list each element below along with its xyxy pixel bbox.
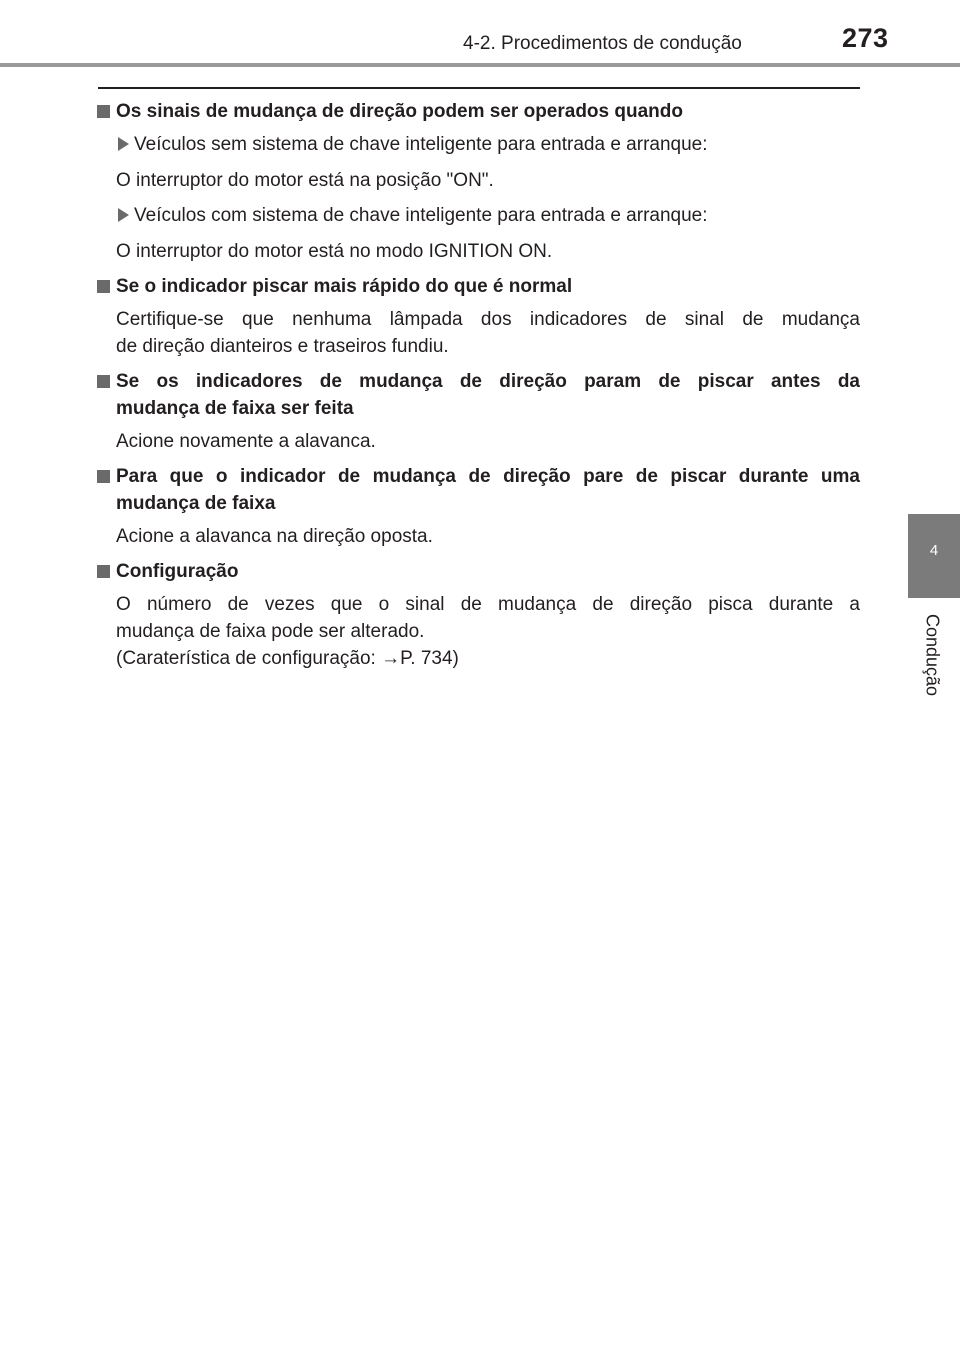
section-heading: [96, 273, 860, 300]
body-text: O interruptor do motor está na posição "ON".: [116, 170, 494, 191]
section-heading: [96, 98, 860, 125]
square-bullet-icon: [97, 565, 110, 578]
triangle-right-icon: [118, 208, 129, 222]
section-heading-text: mudança de faixa: [116, 493, 276, 514]
body-text: O interruptor do motor está no modo IGNITION ON.: [116, 241, 553, 262]
body-text-line: Certifique-se que nenhuma lâmpada dos indicadores de sinal de mudança: [116, 309, 860, 330]
chapter-tab: [908, 514, 960, 598]
section-heading: [96, 368, 860, 422]
header-divider: [0, 63, 960, 67]
body-text: [96, 591, 860, 672]
bullet-item: [96, 131, 860, 158]
body-text: Acione a alavanca na direção oposta.: [116, 526, 433, 547]
chapter-tab-label: Condução: [922, 613, 943, 697]
square-bullet-icon: [97, 470, 110, 483]
body-text-line: de direção dianteiros e traseiros fundiu.: [116, 336, 449, 357]
section-heading-text: Para que o indicador de mudança de direção pare de piscar durante uma: [116, 466, 860, 487]
square-bullet-icon: [97, 280, 110, 293]
page-number: 273: [842, 23, 889, 53]
section-heading-text: Os sinais de mudança de direção podem ser operados quando: [116, 101, 683, 122]
section-heading: [96, 463, 860, 517]
body-text: [96, 306, 860, 360]
section-heading-text: mudança de faixa ser feita: [116, 398, 354, 419]
body-text: Acione novamente a alavanca.: [116, 431, 376, 452]
bullet-item: [96, 202, 860, 229]
bullet-text: Veículos com sistema de chave inteligente para entrada e arranque:: [134, 205, 708, 226]
chapter-tab-number: 4: [929, 542, 939, 559]
section-heading-text: Se o indicador piscar mais rápido do que é normal: [116, 276, 573, 297]
square-bullet-icon: [97, 105, 110, 118]
section-heading-text: Configuração: [116, 561, 239, 582]
square-bullet-icon: [97, 375, 110, 388]
page-content: [96, 98, 860, 680]
content-top-divider: [98, 87, 860, 89]
body-text-line: mudança de faixa pode ser alterado.: [116, 621, 425, 642]
section-heading: [96, 558, 860, 585]
section-heading-text: Se os indicadores de mudança de direção param de piscar antes da: [116, 371, 860, 392]
bullet-text: Veículos sem sistema de chave inteligente para entrada e arranque:: [134, 134, 708, 155]
triangle-right-icon: [118, 137, 129, 151]
header-section-title: 4-2. Procedimentos de condução: [463, 33, 742, 54]
body-text-line: O número de vezes que o sinal de mudança de direção pisca durante a: [116, 594, 860, 615]
body-text-line: (Caraterística de configuração: →P. 734): [116, 648, 459, 669]
